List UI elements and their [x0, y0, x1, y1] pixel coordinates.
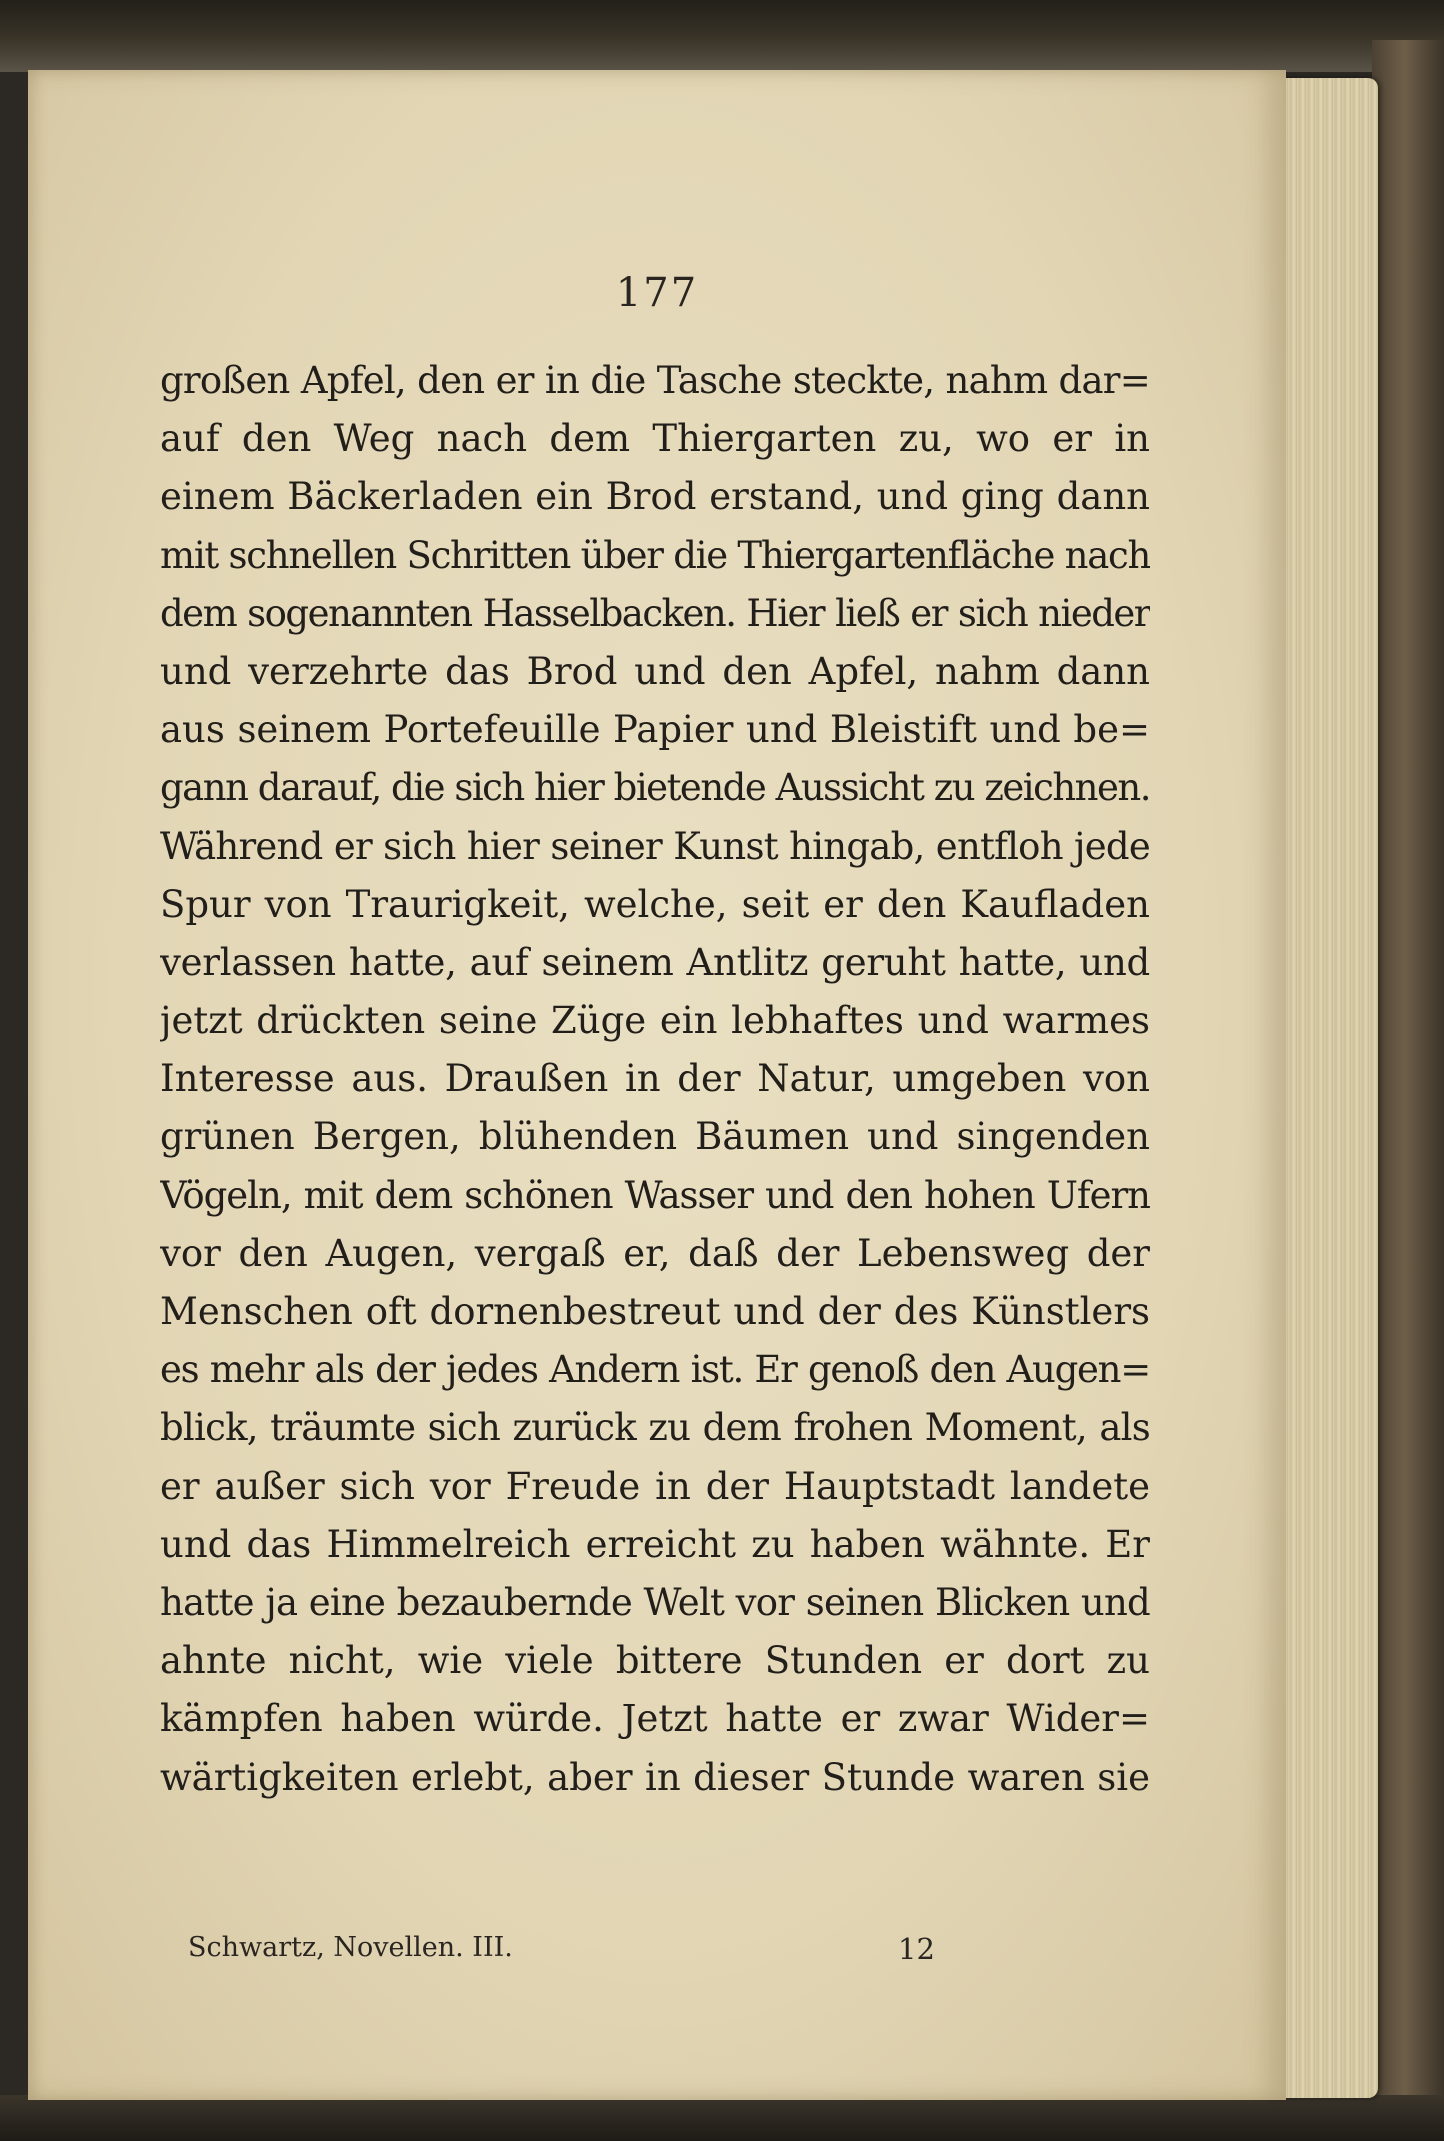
text-line: und das Himmelreich erreicht zu haben wähnte. Er	[160, 1522, 1150, 1566]
text-line: wärtigkeiten erlebt, aber in dieser Stunde waren sie	[160, 1755, 1150, 1799]
text-line: kämpfen haben würde. Jetzt hatte er zwar Wider=	[160, 1697, 1150, 1741]
body-text	[160, 352, 1150, 1807]
text-line: gann darauf, die sich hier bietende Aussicht zu zeichnen.	[160, 766, 1150, 810]
text-line: Spur von Traurigkeit, welche, seit er den Kaufladen	[160, 882, 1150, 926]
text-line: einem Bäckerladen ein Brod erstand, und ging dann	[160, 475, 1150, 519]
text-line: ahnte nicht, wie viele bittere Stunden er dort zu	[160, 1639, 1150, 1683]
book-cover-bottom	[0, 2095, 1444, 2141]
text-line: Interesse aus. Draußen in der Natur, umgeben von	[160, 1057, 1150, 1101]
text-line: grünen Bergen, blühenden Bäumen und singenden	[160, 1115, 1150, 1159]
page-edges	[1270, 78, 1378, 2098]
book-cover-top	[0, 0, 1444, 72]
text-line: Vögeln, mit dem schönen Wasser und den hohen Ufern	[160, 1173, 1150, 1217]
text-line: großen Apfel, den er in die Tasche steckte, nahm dar=	[160, 359, 1150, 402]
text-line: aus seinem Portefeuille Papier und Bleistift und be=	[160, 708, 1150, 752]
text-line: dem sogenannten Hasselbacken. Hier ließ er sich nieder	[160, 591, 1150, 635]
footer-signature: Schwartz, Novellen. III.	[188, 1932, 513, 1963]
text-line: verlassen hatte, auf seinem Antlitz geruht hatte, und	[160, 940, 1150, 984]
text-line: mit schnellen Schritten über die Thiergartenfläche nach	[160, 533, 1150, 577]
footer-sheet-number: 12	[898, 1932, 935, 1966]
text-line: jetzt drückten seine Züge ein lebhaftes und warmes	[160, 999, 1150, 1043]
text-line: es mehr als der jedes Andern ist. Er genoß den Augen=	[160, 1348, 1150, 1392]
text-line: und verzehrte das Brod und den Apfel, nahm dann	[160, 649, 1150, 693]
text-line: Während er sich hier seiner Kunst hingab, entfloh jede	[160, 824, 1150, 868]
text-line: er außer sich vor Freude in der Hauptstadt landete	[160, 1464, 1150, 1508]
book-page	[28, 70, 1286, 2100]
text-line: Menschen oft dornenbestreut und der des Künstlers	[160, 1290, 1150, 1333]
page-number: 177	[615, 270, 699, 316]
book-cover-edge	[1372, 40, 1444, 2141]
text-line: hatte ja eine bezaubernde Welt vor seinen Blicken und	[160, 1580, 1150, 1624]
text-line: blick, träumte sich zurück zu dem frohen Moment, als	[160, 1406, 1150, 1450]
text-line: vor den Augen, vergaß er, daß der Lebensweg der	[160, 1231, 1150, 1275]
text-line: auf den Weg nach dem Thiergarten zu, wo er in	[160, 417, 1150, 461]
